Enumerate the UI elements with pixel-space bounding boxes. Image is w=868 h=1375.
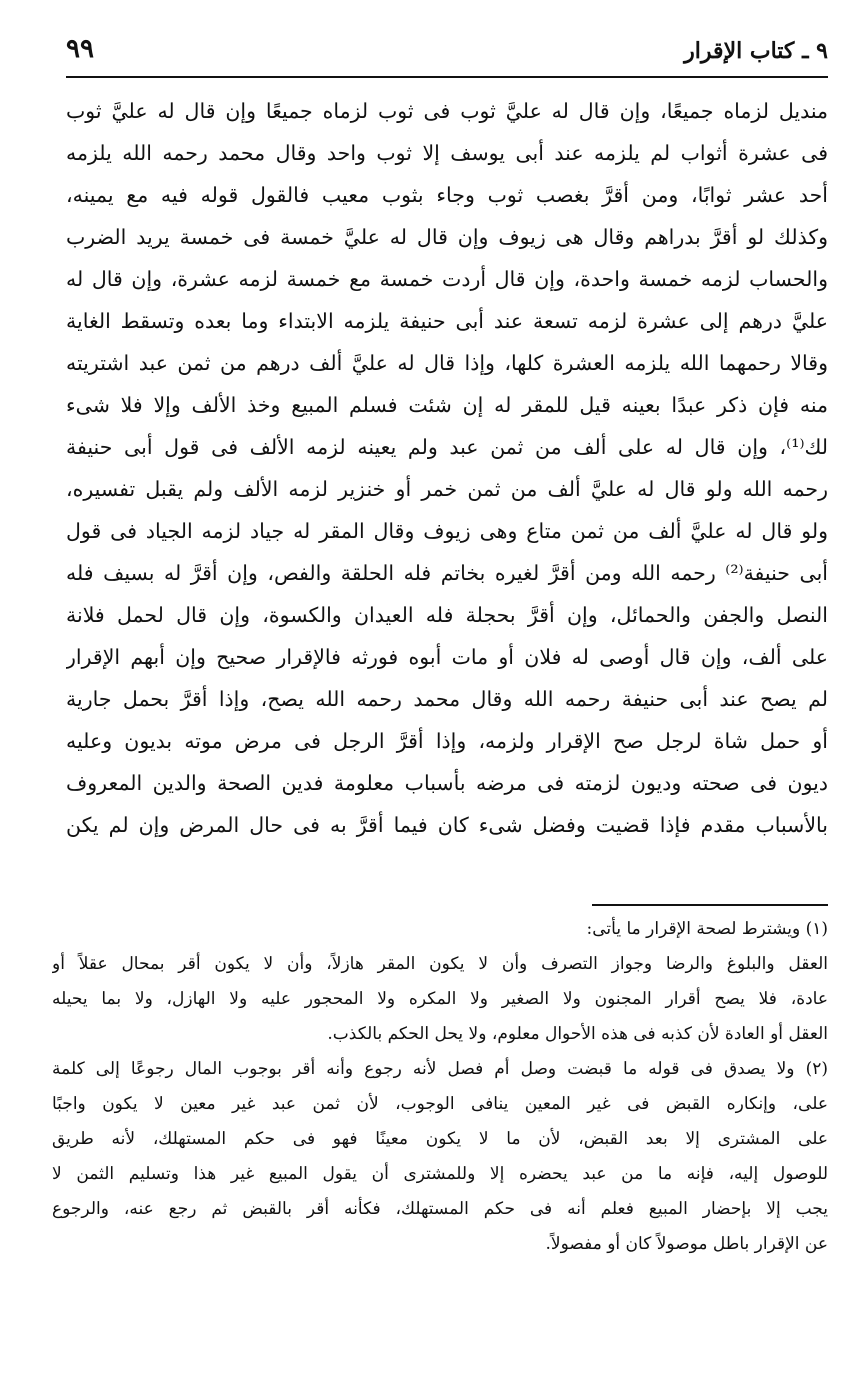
- text-line: ديون فى صحته وديون لزمته فى مرضه بأسباب معلومة فدين الصحة والدين المعروف: [66, 771, 828, 795]
- page-number: ٩٩: [66, 34, 94, 64]
- footnote-2: [52, 1052, 828, 1262]
- text-line: والحساب لزمه خمسة واحدة، وإن قال أردت خمسة مع خمسة لزمه عشرة، وإن قال له: [66, 267, 828, 291]
- text-line: فى عشرة أثواب لم يلزمه عند أبى يوسف إلا ثوب واحد وقال محمد رحمه الله يلزمه: [66, 141, 828, 165]
- footnote-line: عن الإقرار باطل موصولاً كان أو مفصولاً.: [545, 1234, 828, 1254]
- footnote-line: العقل والبلوغ والرضا وجواز التصرف وأن لا يكون المقر هازلاً، وأن لا يكون أقر بمحال عقلاً أو: [52, 954, 828, 974]
- footnote-line: (١) ويشترط لصحة الإقرار ما يأتى:: [586, 919, 828, 939]
- footnote-line: على المشترى إلا بعد القبض، لأن ما لا يكون معينًا فهو فى حكم المستهلك، لأنه طريق: [52, 1129, 828, 1149]
- text-line: بالأسباب مقدم فإذا قضيت وفضل شىء كان فيما أقرَّ به فى حال المرض وإن لم يكن: [66, 813, 828, 837]
- text-line: وكذلك لو أقرَّ بدراهم وقال هى زيوف وإن قال له عليَّ خمسة فى خمسة يريد الضرب: [66, 225, 828, 249]
- text-line: لك⁽¹⁾، وإن قال له على ألف من ثمن عبد ولم يعينه لزمه الألف فى قول أبى حنيفة: [66, 435, 828, 459]
- text-line: عليَّ درهم إلى عشرة لزمه تسعة عند أبى حنيفة يلزمه الابتداء وما بعده وتسقط الغاية: [66, 309, 828, 333]
- text-line: على ألف، وإن قال أوصى له فلان أو مات أبوه فورثه فالإقرار صحيح وإن أبهم الإقرار: [66, 645, 828, 669]
- text-line: ولو قال له عليَّ ألف من ثمن متاع وهى زيوف وقال المقر له جياد لزمه الجياد فى قول: [66, 519, 828, 543]
- text-line: أبى حنيفة⁽²⁾ رحمه الله ومن أقرَّ لغيره بخاتم فله الحلقة والفص، وإن أقرَّ له بسيف فله: [66, 561, 828, 585]
- footnote-line: للوصول إليه، فإنه ما من عبد يحضره إلا وللمشترى أن يقول المبيع غير هذا وتسليم الثمن لا: [52, 1164, 828, 1184]
- footnote-line: العقل أو العادة لأن كذبه فى هذه الأحوال معلوم، ولا يحل الحكم بالكذب.: [327, 1024, 828, 1044]
- text-line: أحد عشر ثوابًا، ومن أقرَّ بغصب ثوب وجاء بثوب معيب فالقول قوله فيه مع يمينه،: [66, 183, 828, 207]
- footnote-line: على، وإنكاره القبض فى غير المعين ينافى الوجوب، لأن ثمن عبد غير معين لا يكون واجبًا: [52, 1094, 828, 1114]
- chapter-title: ٩ ـ كتاب الإقرار: [684, 38, 828, 64]
- text-line: منه فإن ذكر عبدًا بعينه قيل للمقر له إن شئت فسلم المبيع وخذ الألف وإلا فلا شىء: [66, 393, 828, 417]
- footnote-1: [52, 912, 828, 1052]
- page-header: [66, 30, 828, 78]
- text-line: النصل والجفن والحمائل، وإن أقرَّ بحجلة فله العيدان والكسوة، وإن قال لحمل فلانة: [66, 603, 828, 627]
- text-line: لم يصح عند أبى حنيفة رحمه الله وقال محمد رحمه الله يصح، وإذا أقرَّ بحمل جارية: [66, 687, 828, 711]
- text-line: رحمه الله ولو قال له عليَّ ألف من ثمن خمر أو خنزير لزمه الألف ولم يقبل تفسيره،: [66, 477, 828, 501]
- main-text: [66, 90, 828, 846]
- footnotes: [52, 912, 828, 1262]
- footnote-line: عادة، فلا يصح أقرار المجنون ولا الصغير ولا المكره ولا المحجور عليه ولا الهازل، ولا بما يحيله: [52, 989, 828, 1009]
- text-line: أو حمل شاة لرجل صح الإقرار ولزمه، وإذا أقرَّ الرجل فى مرض موته بديون وعليه: [66, 729, 828, 753]
- footnote-line: (٢) ولا يصدق فى قوله ما قبضت وصل أم فصل لأنه رجوع وأنه أقر بوجوب المال رجوعًا إلى كلمة: [52, 1059, 828, 1079]
- text-line: منديل لزماه جميعًا، وإن قال له عليَّ ثوب فى ثوب لزماه جميعًا وإن قال له عليَّ ثوب: [66, 99, 828, 123]
- footnote-line: يجب إلا بإحضار المبيع فعلم أنه فى حكم المستهلك، فكأنه أقر بالقبض ثم رجع عنه، والرجوع: [52, 1199, 828, 1219]
- text-line: وقالا رحمهما الله يلزمه العشرة كلها، وإذا قال له عليَّ ألف درهم من ثمن عبد اشتريته: [66, 351, 828, 375]
- footnote-divider: [592, 904, 828, 906]
